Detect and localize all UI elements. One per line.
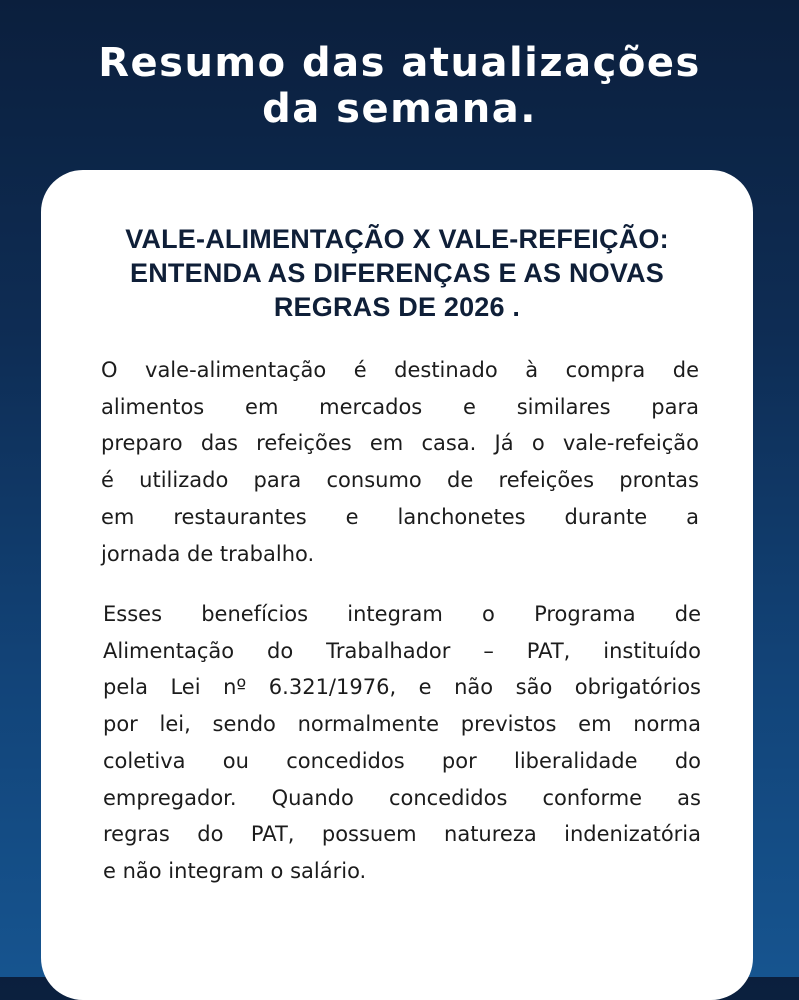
paragraph-line: regras do PAT, possuem natureza indenizatória	[103, 822, 701, 847]
paragraph-line: empregador. Quando concedidos conforme as	[103, 785, 701, 810]
paragraph-line: em restaurantes e lanchonetes durante a	[101, 504, 699, 529]
paragraph-line: e não integram o salário.	[103, 858, 367, 883]
paragraph-line: Esses benefícios integram o Programa de	[103, 602, 701, 626]
paragraph-line: preparo das refeições em casa. Já o vale-refeição	[101, 431, 699, 456]
page-title-line: da semana.	[262, 86, 537, 132]
page-title	[0, 40, 799, 132]
content-card	[41, 170, 753, 1000]
paragraph-line: Alimentação do Trabalhador – PAT, instituído	[103, 638, 701, 663]
paragraph-line: pela Lei nº 6.321/1976, e não são obrigatórios	[103, 675, 701, 700]
paragraph-line: jornada de trabalho.	[101, 541, 315, 566]
paragraph-line: por lei, sendo normalmente previstos em norma	[103, 712, 701, 737]
article-heading-line: ENTENDA AS DIFERENÇAS E AS NOVAS	[130, 258, 664, 288]
paragraph-line: alimentos em mercados e similares para	[101, 394, 699, 419]
page-title-line: Resumo das atualizações	[98, 40, 701, 86]
article-heading	[91, 222, 703, 324]
paragraph-line: coletiva ou concedidos por liberalidade do	[103, 748, 701, 773]
paragraph-line: é utilizado para consumo de refeições prontas	[101, 468, 699, 493]
paragraph-line: O vale-alimentação é destinado à compra de	[101, 358, 699, 382]
article-heading-line: REGRAS DE 2026 .	[273, 292, 521, 322]
article-heading-line: VALE-ALIMENTAÇÃO X VALE-REFEIÇÃO:	[125, 224, 669, 254]
paragraph-vale-definitions	[101, 352, 699, 572]
paragraph-pat-rules	[103, 596, 701, 890]
